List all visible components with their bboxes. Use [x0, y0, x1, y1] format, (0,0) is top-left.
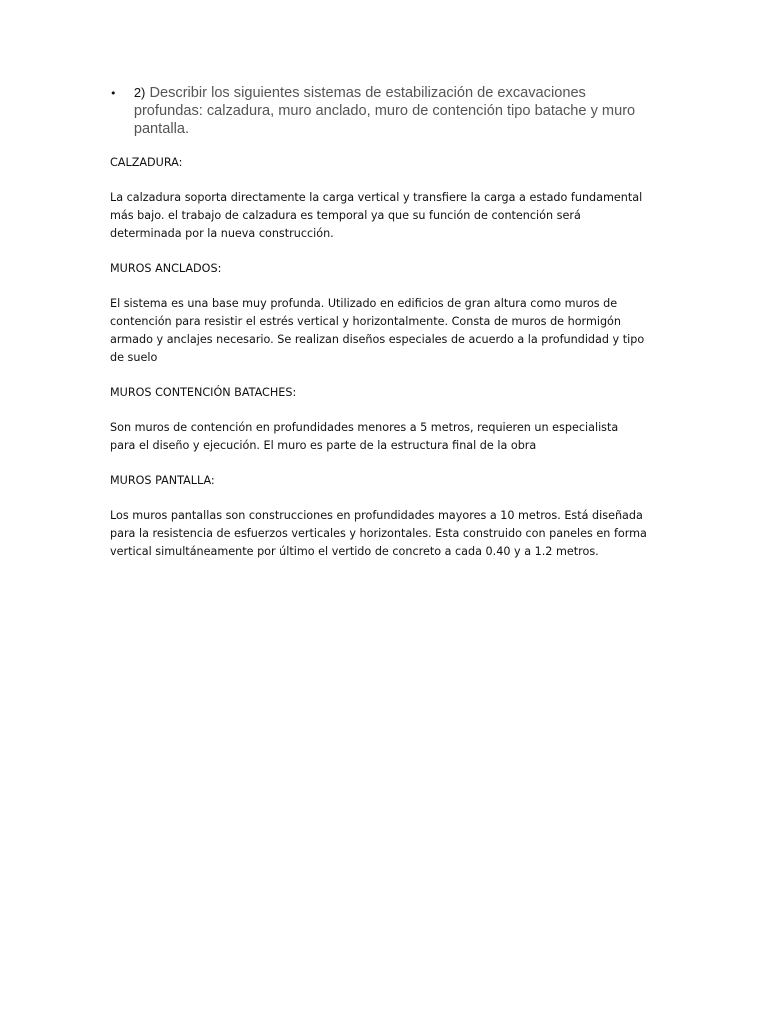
- section-paragraph: [110, 295, 666, 367]
- section-muros-contencion-bataches: [110, 384, 666, 472]
- section-muros-anclados: [110, 260, 666, 384]
- paragraph-line: para el diseño y ejecución. El muro es parte de la estructura final de la obra: [110, 439, 537, 452]
- bullet-icon: •: [110, 87, 117, 100]
- question-item: [110, 84, 650, 138]
- question-number: 2): [133, 85, 146, 100]
- section-paragraph: [110, 507, 666, 561]
- paragraph-line: Los muros pantallas son construcciones en profundidades mayores a 10 metros. Está diseñada: [110, 509, 643, 522]
- section-heading: MUROS PANTALLA:: [110, 474, 215, 487]
- question-text-block: [134, 84, 650, 138]
- paragraph-line: Son muros de contención en profundidades menores a 5 metros, requieren un especialista: [110, 421, 619, 434]
- paragraph-line: de suelo: [110, 351, 158, 364]
- question-text: Describir los siguientes sistemas de estabilización de excavaciones profundas: calzadura, muro anclado, muro de contención tipo batache y muro pantalla.: [133, 85, 636, 137]
- document-body: [110, 154, 666, 561]
- section-heading: MUROS ANCLADOS:: [110, 262, 222, 275]
- paragraph-line: determinada por la nueva construcción.: [110, 227, 334, 240]
- section-calzadura: [110, 154, 666, 260]
- paragraph-line: más bajo. el trabajo de calzadura es temporal ya que su función de contención será: [110, 209, 581, 222]
- paragraph-line: El sistema es una base muy profunda. Utilizado en edificios de gran altura como muros de: [110, 297, 618, 310]
- section-heading: MUROS CONTENCIÓN BATACHES:: [110, 386, 297, 399]
- paragraph-line: armado y anclajes necesario. Se realizan diseños especiales de acuerdo a la profundidad y tipo: [110, 333, 645, 346]
- section-paragraph: [110, 419, 666, 455]
- section-heading: CALZADURA:: [110, 156, 183, 169]
- paragraph-line: contención para resistir el estrés vertical y horizontalmente. Consta de muros de hormigón: [110, 315, 621, 328]
- section-paragraph: [110, 189, 666, 243]
- paragraph-line: para la resistencia de esfuerzos verticales y horizontales. Esta construido con paneles en forma: [110, 527, 647, 540]
- paragraph-line: La calzadura soporta directamente la carga vertical y transfiere la carga a estado fundamental: [110, 191, 643, 204]
- paragraph-line: vertical simultáneamente por último el vertido de concreto a cada 0.40 y a 1.2 metros.: [110, 545, 599, 558]
- section-muros-pantalla: [110, 472, 666, 561]
